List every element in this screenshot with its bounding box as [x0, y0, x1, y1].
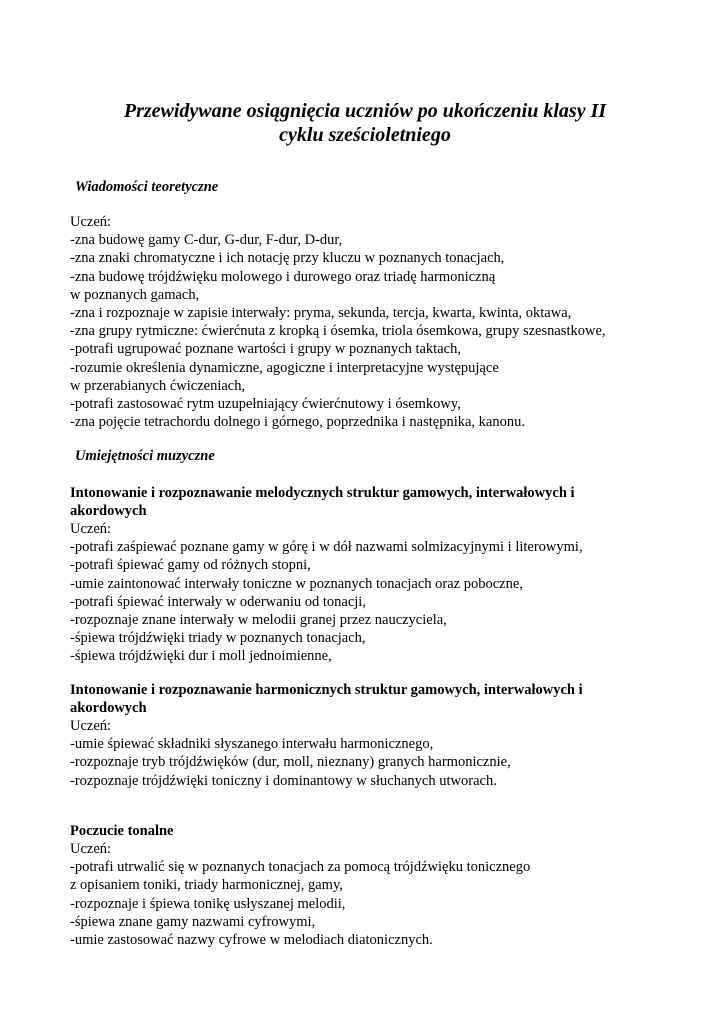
list-item: -umie zastosować nazwy cyfrowe w melodiach diatonicznych.	[70, 932, 433, 949]
list-item: -potrafi ugrupować poznane wartości i grupy w poznanych taktach,	[70, 341, 461, 358]
title-line-2: cyklu sześcioletniego	[279, 124, 451, 146]
section-heading-theory: Wiadomości teoretyczne	[75, 179, 219, 195]
list-item: -śpiewa trójdźwięki triady w poznanych tonacjach,	[70, 630, 366, 647]
section-heading-skills: Umiejętności muzyczne	[75, 448, 215, 464]
list-item: -zna znaki chromatyczne i ich notację przy kluczu w poznanych tonacjach,	[70, 250, 505, 267]
list-item: -rozumie określenia dynamiczne, agogiczne i interpretacyjne występujące	[70, 359, 499, 376]
list-item: -rozpoznaje tryb trójdźwięków (dur, moll, nieznany) granych harmonicznie,	[70, 754, 511, 771]
subsection-heading-tonal: Poczucie tonalne	[70, 823, 174, 839]
subsection-heading-line: Intonowanie i rozpoznawanie melodycznych struktur gamowych, interwałowych i	[70, 485, 575, 501]
list-item: -rozpoznaje trójdźwięki toniczny i dominantowy w słuchanych utworach.	[70, 772, 497, 789]
list-item: -umie śpiewać składniki słyszanego interwału harmonicznego,	[70, 736, 434, 753]
list-item: w poznanych gamach,	[70, 286, 200, 303]
list-item: -śpiewa trójdźwięki dur i moll jednoimienne,	[70, 648, 332, 665]
tonal-block	[70, 840, 690, 949]
student-label: Uczeń:	[70, 521, 112, 537]
list-item: -potrafi śpiewać gamy od różnych stopni,	[70, 557, 311, 574]
theory-block	[70, 213, 690, 431]
list-item: -rozpoznaje znane interwały w melodii granej przez nauczyciela,	[70, 612, 447, 629]
student-label: Uczeń:	[70, 841, 112, 857]
subsection-heading-line: akordowych	[70, 700, 147, 716]
student-label: Uczeń:	[70, 214, 112, 230]
subsection-heading-line: Intonowanie i rozpoznawanie harmonicznych struktur gamowych, interwałowych i	[70, 682, 583, 698]
list-item: -umie zaintonować interwały toniczne w poznanych tonacjach oraz poboczne,	[70, 575, 523, 592]
list-item: -potrafi zastosować rytm uzupełniający ćwierćnutowy i ósemkowy,	[70, 396, 461, 413]
list-item: -rozpoznaje i śpiewa tonikę usłyszanej melodii,	[70, 895, 346, 912]
list-item: -śpiewa znane gamy nazwami cyfrowymi,	[70, 913, 316, 930]
list-item: -zna i rozpoznaje w zapisie interwały: pryma, sekunda, tercja, kwarta, kwinta, oktawa,	[70, 305, 572, 322]
list-item: z opisaniem toniki, triady harmonicznej, gamy,	[70, 877, 343, 894]
page-title	[60, 99, 670, 147]
student-label: Uczeń:	[70, 718, 112, 734]
list-item: -potrafi śpiewać interwały w oderwaniu od tonacji,	[70, 593, 366, 610]
list-item: -zna grupy rytmiczne: ćwierćnuta z kropką i ósemka, triola ósemkowa, grupy szesnastkowe,	[70, 323, 606, 340]
title-line-1: Przewidywane osiągnięcia uczniów po ukończeniu klasy II	[123, 100, 607, 122]
list-item: -zna budowę trójdźwięku molowego i durowego oraz triadę harmoniczną	[70, 268, 496, 285]
subsection-heading-harmonic	[70, 681, 670, 717]
harmonic-block	[70, 717, 690, 790]
list-item: -zna budowę gamy C-dur, G-dur, F-dur, D-dur,	[70, 232, 343, 249]
list-item: -zna pojęcie tetrachordu dolnego i górnego, poprzednika i następnika, kanonu.	[70, 414, 525, 431]
subsection-heading-line: akordowych	[70, 503, 147, 519]
list-item: -potrafi utrwalić się w poznanych tonacjach za pomocą trójdźwięku tonicznego	[70, 859, 531, 876]
subsection-heading-melodic	[70, 484, 670, 520]
melodic-block	[70, 520, 690, 666]
list-item: w przerabianych ćwiczeniach,	[70, 377, 246, 394]
list-item: -potrafi zaśpiewać poznane gamy w górę i w dół nazwami solmizacyjnymi i literowymi,	[70, 539, 583, 556]
